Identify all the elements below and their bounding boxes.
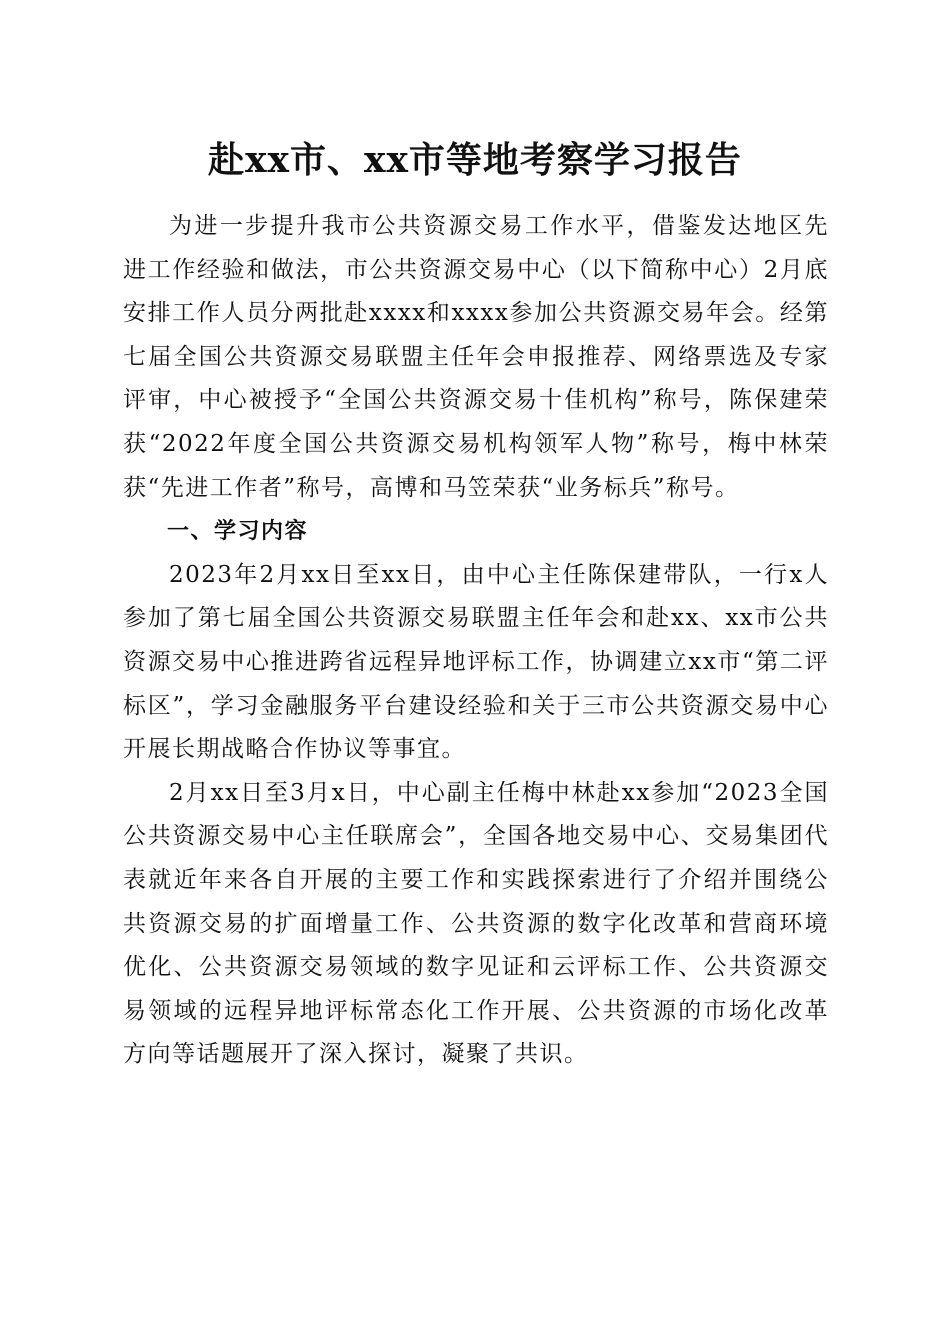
- document-body: [123, 205, 829, 1077]
- section-paragraph: 2月xx日至3月x日，中心副主任梅中林赴xx参加“2023全国公共资源交易中心主任联席会”，全国各地交易中心、交易集团代表就近年来各自开展的主要工作和实践探索进行了介绍并围绕公共资源交易的扩面增量工作、公共资源的数字化改革和营商环境优化、公共资源交易领域的数字见证和云评标工作、公共资源交易领域的远程异地评标常态化工作开展、公共资源的市场化改革方向等话题展开了深入探讨，凝聚了共识。: [123, 779, 829, 1068]
- section-paragraph: 2023年2月xx日至xx日，由中心主任陈保建带队，一行x人参加了第七届全国公共资源交易联盟主任年会和赴xx、xx市公共资源交易中心推进跨省远程异地评标工作，协调建立xx市“第二评标区”，学习金融服务平台建设经验和关于三市公共资源交易中心开展长期战略合作协议等事宜。: [123, 561, 829, 763]
- section-heading: 一、学习内容: [167, 519, 309, 545]
- intro-paragraph: 为进一步提升我市公共资源交易工作水平，借鉴发达地区先进工作经验和做法，市公共资源交易中心（以下简称中心）2月底安排工作人员分两批赴xxxx和xxxx参加公共资源交易年会。经第七届全国公共资源交易联盟主任年会申报推荐、网络票选及专家评审，中心被授予“全国公共资源交易十佳机构”称号，陈保建荣获“2022年度全国公共资源交易机构领军人物”称号，梅中林荣获“先进工作者”称号，高博和马笠荣获“业务标兵”称号。: [123, 213, 829, 501]
- page-title: 赴xx市、xx市等地考察学习报告: [208, 139, 742, 181]
